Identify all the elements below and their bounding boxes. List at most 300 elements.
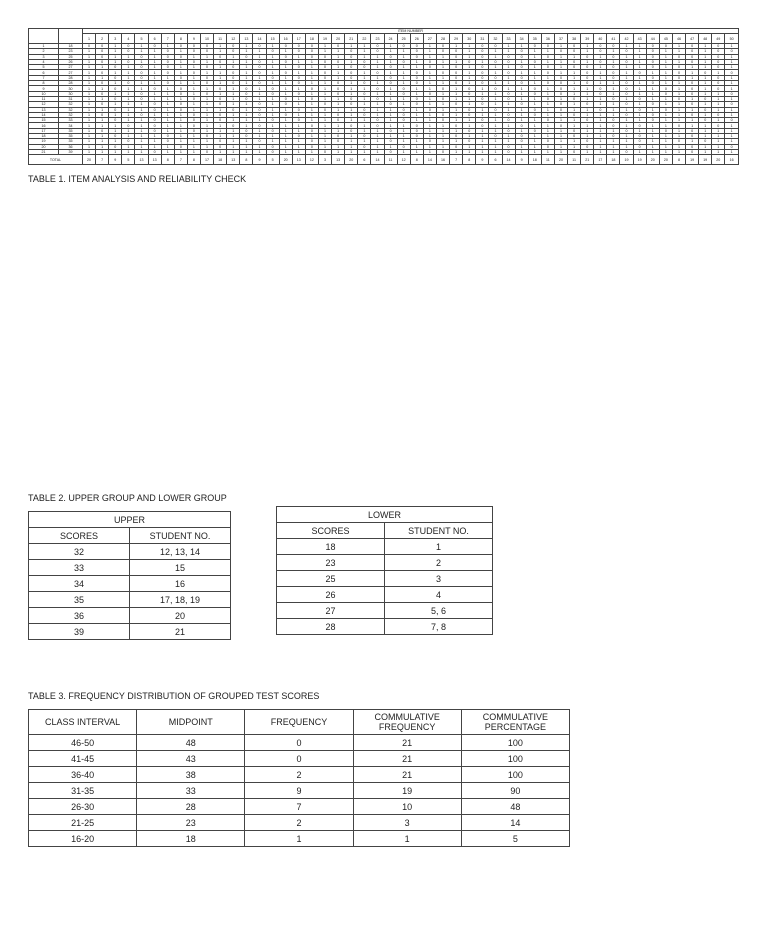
response-cell: 1 bbox=[672, 102, 685, 107]
response-cell: 1 bbox=[541, 49, 554, 54]
response-cell: 0 bbox=[436, 149, 449, 154]
response-cell: 1 bbox=[384, 134, 397, 139]
response-cell: 0 bbox=[122, 59, 135, 64]
response-cell: 0 bbox=[699, 139, 712, 144]
response-cell: 1 bbox=[240, 118, 253, 123]
response-cell: 0 bbox=[200, 65, 213, 70]
student-score-cell: 35 bbox=[59, 139, 83, 144]
response-cell: 0 bbox=[174, 44, 187, 49]
item-number-cell: 46 bbox=[672, 34, 685, 44]
student-no-cell: 8 bbox=[29, 81, 59, 86]
item-number-cell: 42 bbox=[620, 34, 633, 44]
response-cell: 1 bbox=[463, 134, 476, 139]
response-cell: 1 bbox=[463, 54, 476, 59]
response-cell: 1 bbox=[253, 128, 266, 133]
response-cell: 0 bbox=[96, 91, 109, 96]
response-cell: 1 bbox=[279, 139, 292, 144]
response-cell: 0 bbox=[187, 59, 200, 64]
response-cell: 1 bbox=[109, 102, 122, 107]
response-cell: 0 bbox=[174, 102, 187, 107]
item-number-cell: 35 bbox=[528, 34, 541, 44]
response-cell: 1 bbox=[109, 91, 122, 96]
response-cell: 1 bbox=[161, 86, 174, 91]
response-cell: 0 bbox=[384, 81, 397, 86]
response-cell: 0 bbox=[646, 65, 659, 70]
response-cell: 1 bbox=[279, 128, 292, 133]
response-cell: 1 bbox=[476, 144, 489, 149]
response-cell: 0 bbox=[358, 81, 371, 86]
response-cell: 1 bbox=[371, 102, 384, 107]
response-cell: 1 bbox=[581, 59, 594, 64]
lower-score-cell: 28 bbox=[277, 619, 385, 635]
response-cell: 0 bbox=[568, 134, 581, 139]
response-cell: 1 bbox=[489, 118, 502, 123]
response-cell: 0 bbox=[214, 59, 227, 64]
response-cell: 0 bbox=[332, 139, 345, 144]
response-cell: 1 bbox=[397, 96, 410, 101]
response-cell: 1 bbox=[699, 144, 712, 149]
response-cell: 1 bbox=[581, 149, 594, 154]
response-cell: 1 bbox=[345, 144, 358, 149]
total-cell: 18 bbox=[214, 155, 227, 165]
response-cell: 1 bbox=[345, 134, 358, 139]
response-cell: 1 bbox=[318, 96, 331, 101]
response-cell: 1 bbox=[279, 107, 292, 112]
response-cell: 0 bbox=[358, 144, 371, 149]
total-cell: 20 bbox=[83, 155, 96, 165]
response-cell: 0 bbox=[384, 139, 397, 144]
item-analysis-table bbox=[28, 28, 739, 165]
response-cell: 1 bbox=[214, 65, 227, 70]
response-cell: 1 bbox=[371, 65, 384, 70]
student-score-cell: 39 bbox=[59, 149, 83, 154]
response-cell: 1 bbox=[476, 134, 489, 139]
response-cell: 1 bbox=[436, 102, 449, 107]
response-cell: 0 bbox=[227, 44, 240, 49]
response-cell: 1 bbox=[502, 49, 515, 54]
response-cell: 1 bbox=[292, 70, 305, 75]
response-cell: 1 bbox=[686, 75, 699, 80]
response-cell: 1 bbox=[620, 96, 633, 101]
class-interval-cell: 21-25 bbox=[29, 815, 137, 831]
response-cell: 1 bbox=[581, 49, 594, 54]
response-cell: 1 bbox=[305, 81, 318, 86]
total-cell: 20 bbox=[279, 155, 292, 165]
response-cell: 1 bbox=[712, 102, 725, 107]
response-cell: 1 bbox=[725, 44, 738, 49]
total-cell: 16 bbox=[436, 155, 449, 165]
response-cell: 1 bbox=[423, 123, 436, 128]
response-cell: 0 bbox=[581, 144, 594, 149]
response-cell: 0 bbox=[686, 86, 699, 91]
response-cell: 1 bbox=[699, 86, 712, 91]
response-cell: 0 bbox=[358, 91, 371, 96]
item-number-cell: 22 bbox=[358, 34, 371, 44]
response-cell: 1 bbox=[607, 49, 620, 54]
response-cell: 1 bbox=[607, 86, 620, 91]
response-cell: 1 bbox=[240, 81, 253, 86]
response-cell: 1 bbox=[161, 118, 174, 123]
response-cell: 1 bbox=[659, 75, 672, 80]
response-cell: 0 bbox=[161, 139, 174, 144]
item-number-cell: 27 bbox=[423, 34, 436, 44]
response-cell: 1 bbox=[148, 54, 161, 59]
response-cell: 0 bbox=[305, 123, 318, 128]
item-number-header: ITEM NUMBER bbox=[83, 29, 739, 34]
response-cell: 1 bbox=[646, 107, 659, 112]
response-cell: 1 bbox=[161, 102, 174, 107]
response-cell: 0 bbox=[686, 149, 699, 154]
response-cell: 1 bbox=[187, 134, 200, 139]
freq-header-frequency: FREQUENCY bbox=[245, 710, 353, 735]
response-cell: 1 bbox=[554, 112, 567, 117]
total-cell: 20 bbox=[712, 155, 725, 165]
response-cell: 1 bbox=[686, 107, 699, 112]
response-cell: 1 bbox=[725, 96, 738, 101]
response-cell: 1 bbox=[489, 49, 502, 54]
response-cell: 1 bbox=[358, 118, 371, 123]
response-cell: 0 bbox=[554, 49, 567, 54]
response-cell: 0 bbox=[528, 128, 541, 133]
response-cell: 0 bbox=[607, 75, 620, 80]
response-cell: 1 bbox=[174, 123, 187, 128]
response-cell: 0 bbox=[581, 65, 594, 70]
response-cell: 0 bbox=[305, 139, 318, 144]
response-cell: 1 bbox=[148, 112, 161, 117]
response-cell: 0 bbox=[712, 112, 725, 117]
table1-caption: TABLE 1. ITEM ANALYSIS AND RELIABILITY CHECK bbox=[28, 174, 247, 184]
response-cell: 1 bbox=[515, 112, 528, 117]
response-cell: 1 bbox=[240, 49, 253, 54]
response-cell: 1 bbox=[200, 139, 213, 144]
response-cell: 1 bbox=[292, 149, 305, 154]
response-cell: 1 bbox=[345, 81, 358, 86]
response-cell: 1 bbox=[305, 70, 318, 75]
response-cell: 0 bbox=[502, 96, 515, 101]
freq-header-class-interval: CLASS INTERVAL bbox=[29, 710, 137, 735]
response-cell: 0 bbox=[633, 96, 646, 101]
response-cell: 0 bbox=[214, 139, 227, 144]
response-cell: 0 bbox=[292, 107, 305, 112]
response-cell: 1 bbox=[725, 81, 738, 86]
freq-header-midpoint: MIDPOINT bbox=[137, 710, 245, 735]
student-no-cell: 19 bbox=[29, 139, 59, 144]
response-cell: 0 bbox=[174, 107, 187, 112]
response-cell: 1 bbox=[436, 65, 449, 70]
response-cell: 0 bbox=[620, 102, 633, 107]
response-cell: 0 bbox=[672, 96, 685, 101]
response-cell: 1 bbox=[332, 96, 345, 101]
response-cell: 1 bbox=[214, 75, 227, 80]
response-cell: 0 bbox=[187, 44, 200, 49]
item-number-cell: 34 bbox=[515, 34, 528, 44]
response-cell: 1 bbox=[109, 149, 122, 154]
response-cell: 0 bbox=[699, 107, 712, 112]
response-cell: 0 bbox=[450, 81, 463, 86]
total-cell: 7 bbox=[174, 155, 187, 165]
response-cell: 1 bbox=[266, 112, 279, 117]
response-cell: 0 bbox=[318, 70, 331, 75]
response-cell: 1 bbox=[659, 65, 672, 70]
response-cell: 1 bbox=[371, 134, 384, 139]
response-cell: 1 bbox=[712, 107, 725, 112]
student-score-cell: 33 bbox=[59, 118, 83, 123]
response-cell: 1 bbox=[83, 70, 96, 75]
response-cell: 1 bbox=[672, 144, 685, 149]
response-cell: 0 bbox=[345, 65, 358, 70]
response-cell: 1 bbox=[279, 118, 292, 123]
upper-row bbox=[29, 544, 231, 560]
response-cell: 0 bbox=[318, 102, 331, 107]
response-cell: 1 bbox=[699, 112, 712, 117]
response-cell: 1 bbox=[463, 44, 476, 49]
response-cell: 1 bbox=[122, 91, 135, 96]
response-cell: 0 bbox=[594, 49, 607, 54]
response-cell: 0 bbox=[463, 86, 476, 91]
response-cell: 1 bbox=[358, 139, 371, 144]
item-number-cell: 7 bbox=[161, 34, 174, 44]
total-cell: 17 bbox=[200, 155, 213, 165]
response-cell: 1 bbox=[135, 107, 148, 112]
student-no-cell: 15 bbox=[29, 118, 59, 123]
response-cell: 0 bbox=[332, 59, 345, 64]
response-cell: 1 bbox=[463, 70, 476, 75]
response-cell: 0 bbox=[227, 70, 240, 75]
response-cell: 1 bbox=[450, 139, 463, 144]
lower-score-cell: 26 bbox=[277, 587, 385, 603]
response-cell: 1 bbox=[305, 107, 318, 112]
response-cell: 1 bbox=[528, 65, 541, 70]
response-cell: 1 bbox=[633, 118, 646, 123]
total-cell: 11 bbox=[384, 155, 397, 165]
response-cell: 0 bbox=[122, 81, 135, 86]
response-cell: 1 bbox=[384, 112, 397, 117]
response-cell: 1 bbox=[581, 44, 594, 49]
response-cell: 0 bbox=[541, 118, 554, 123]
response-cell: 0 bbox=[502, 59, 515, 64]
response-cell: 1 bbox=[423, 102, 436, 107]
response-cell: 1 bbox=[436, 128, 449, 133]
response-cell: 1 bbox=[633, 81, 646, 86]
response-cell: 1 bbox=[515, 44, 528, 49]
response-cell: 1 bbox=[463, 81, 476, 86]
response-cell: 1 bbox=[305, 75, 318, 80]
response-cell: 1 bbox=[135, 44, 148, 49]
response-cell: 1 bbox=[541, 59, 554, 64]
student-score-cell: 35 bbox=[59, 128, 83, 133]
response-cell: 1 bbox=[122, 75, 135, 80]
response-cell: 1 bbox=[476, 128, 489, 133]
response-cell: 1 bbox=[528, 75, 541, 80]
response-cell: 0 bbox=[214, 86, 227, 91]
response-cell: 1 bbox=[214, 91, 227, 96]
response-cell: 1 bbox=[476, 91, 489, 96]
midpoint-cell: 33 bbox=[137, 783, 245, 799]
response-cell: 0 bbox=[620, 112, 633, 117]
response-cell: 0 bbox=[489, 86, 502, 91]
response-cell: 1 bbox=[541, 149, 554, 154]
response-cell: 1 bbox=[174, 49, 187, 54]
response-cell: 1 bbox=[528, 54, 541, 59]
item-number-cell: 19 bbox=[318, 34, 331, 44]
response-cell: 0 bbox=[633, 139, 646, 144]
frequency-cell: 2 bbox=[245, 767, 353, 783]
response-cell: 1 bbox=[83, 81, 96, 86]
response-cell: 0 bbox=[227, 65, 240, 70]
response-cell: 1 bbox=[646, 123, 659, 128]
response-cell: 0 bbox=[384, 65, 397, 70]
response-cell: 0 bbox=[174, 54, 187, 59]
response-cell: 1 bbox=[633, 91, 646, 96]
response-cell: 1 bbox=[502, 134, 515, 139]
class-interval-cell: 16-20 bbox=[29, 831, 137, 847]
response-cell: 1 bbox=[423, 86, 436, 91]
response-cell: 1 bbox=[384, 96, 397, 101]
response-cell: 0 bbox=[109, 134, 122, 139]
response-cell: 0 bbox=[528, 107, 541, 112]
response-cell: 1 bbox=[318, 123, 331, 128]
response-cell: 1 bbox=[489, 91, 502, 96]
student-no-cell: 9 bbox=[29, 86, 59, 91]
response-cell: 0 bbox=[515, 54, 528, 59]
cumulative-frequency-cell: 21 bbox=[353, 751, 461, 767]
response-cell: 1 bbox=[594, 75, 607, 80]
response-cell: 0 bbox=[620, 49, 633, 54]
response-cell: 1 bbox=[122, 65, 135, 70]
response-cell: 0 bbox=[200, 75, 213, 80]
response-cell: 0 bbox=[253, 65, 266, 70]
response-cell: 1 bbox=[568, 102, 581, 107]
frequency-cell: 9 bbox=[245, 783, 353, 799]
response-cell: 1 bbox=[358, 102, 371, 107]
response-cell: 1 bbox=[253, 49, 266, 54]
response-cell: 0 bbox=[253, 112, 266, 117]
response-cell: 0 bbox=[345, 128, 358, 133]
response-cell: 0 bbox=[410, 96, 423, 101]
response-cell: 0 bbox=[397, 107, 410, 112]
response-cell: 0 bbox=[279, 102, 292, 107]
response-cell: 0 bbox=[594, 86, 607, 91]
response-cell: 1 bbox=[410, 59, 423, 64]
response-cell: 0 bbox=[122, 139, 135, 144]
response-cell: 1 bbox=[423, 70, 436, 75]
cumulative-frequency-cell: 1 bbox=[353, 831, 461, 847]
response-cell: 1 bbox=[358, 128, 371, 133]
response-cell: 0 bbox=[594, 107, 607, 112]
response-cell: 1 bbox=[620, 144, 633, 149]
response-cell: 1 bbox=[423, 49, 436, 54]
response-cell: 1 bbox=[148, 65, 161, 70]
response-cell: 1 bbox=[515, 86, 528, 91]
response-cell: 1 bbox=[83, 86, 96, 91]
response-cell: 1 bbox=[109, 49, 122, 54]
response-cell: 1 bbox=[436, 75, 449, 80]
response-cell: 0 bbox=[318, 54, 331, 59]
response-cell: 1 bbox=[109, 44, 122, 49]
response-cell: 0 bbox=[227, 49, 240, 54]
response-cell: 1 bbox=[253, 118, 266, 123]
response-cell: 1 bbox=[200, 96, 213, 101]
response-cell: 0 bbox=[568, 112, 581, 117]
response-cell: 0 bbox=[463, 91, 476, 96]
response-cell: 1 bbox=[633, 65, 646, 70]
response-cell: 0 bbox=[686, 134, 699, 139]
response-cell: 1 bbox=[594, 134, 607, 139]
response-cell: 0 bbox=[410, 134, 423, 139]
item-number-cell: 5 bbox=[135, 34, 148, 44]
response-cell: 0 bbox=[135, 112, 148, 117]
response-cell: 1 bbox=[397, 123, 410, 128]
response-cell: 1 bbox=[187, 86, 200, 91]
response-cell: 0 bbox=[672, 139, 685, 144]
response-cell: 0 bbox=[633, 107, 646, 112]
response-cell: 0 bbox=[476, 123, 489, 128]
response-cell: 0 bbox=[528, 86, 541, 91]
response-cell: 1 bbox=[96, 86, 109, 91]
response-cell: 0 bbox=[266, 75, 279, 80]
item-number-cell: 9 bbox=[187, 34, 200, 44]
response-cell: 1 bbox=[568, 81, 581, 86]
upper-student-cell: 12, 13, 14 bbox=[130, 544, 231, 560]
response-cell: 0 bbox=[450, 65, 463, 70]
response-cell: 0 bbox=[148, 102, 161, 107]
item-number-cell: 49 bbox=[712, 34, 725, 44]
item-number-cell: 13 bbox=[240, 34, 253, 44]
upper-row bbox=[29, 608, 231, 624]
response-cell: 0 bbox=[620, 86, 633, 91]
response-cell: 1 bbox=[358, 70, 371, 75]
response-cell: 1 bbox=[135, 81, 148, 86]
response-cell: 1 bbox=[318, 112, 331, 117]
response-cell: 0 bbox=[227, 75, 240, 80]
response-cell: 0 bbox=[135, 54, 148, 59]
response-cell: 1 bbox=[279, 134, 292, 139]
response-cell: 1 bbox=[528, 81, 541, 86]
response-cell: 1 bbox=[397, 128, 410, 133]
response-cell: 0 bbox=[476, 54, 489, 59]
response-cell: 1 bbox=[528, 134, 541, 139]
item-number-cell: 28 bbox=[436, 34, 449, 44]
response-cell: 1 bbox=[200, 118, 213, 123]
response-cell: 1 bbox=[240, 102, 253, 107]
class-interval-cell: 31-35 bbox=[29, 783, 137, 799]
lower-row bbox=[277, 555, 493, 571]
freq-row bbox=[29, 751, 570, 767]
response-cell: 1 bbox=[476, 112, 489, 117]
response-cell: 1 bbox=[463, 144, 476, 149]
response-cell: 1 bbox=[489, 144, 502, 149]
item-number-cell: 47 bbox=[686, 34, 699, 44]
total-cell: 8 bbox=[410, 155, 423, 165]
response-cell: 1 bbox=[305, 134, 318, 139]
response-cell: 1 bbox=[423, 118, 436, 123]
response-cell: 1 bbox=[345, 139, 358, 144]
response-cell: 0 bbox=[725, 91, 738, 96]
response-cell: 1 bbox=[554, 65, 567, 70]
response-cell: 0 bbox=[725, 49, 738, 54]
item-number-cell: 16 bbox=[279, 34, 292, 44]
response-cell: 1 bbox=[699, 134, 712, 139]
response-cell: 1 bbox=[332, 70, 345, 75]
total-cell: 8 bbox=[187, 155, 200, 165]
student-score-cell: 34 bbox=[59, 123, 83, 128]
response-cell: 0 bbox=[476, 81, 489, 86]
response-cell: 0 bbox=[581, 139, 594, 144]
response-cell: 0 bbox=[96, 102, 109, 107]
response-cell: 1 bbox=[292, 144, 305, 149]
response-cell: 1 bbox=[581, 91, 594, 96]
total-cell: 20 bbox=[659, 155, 672, 165]
